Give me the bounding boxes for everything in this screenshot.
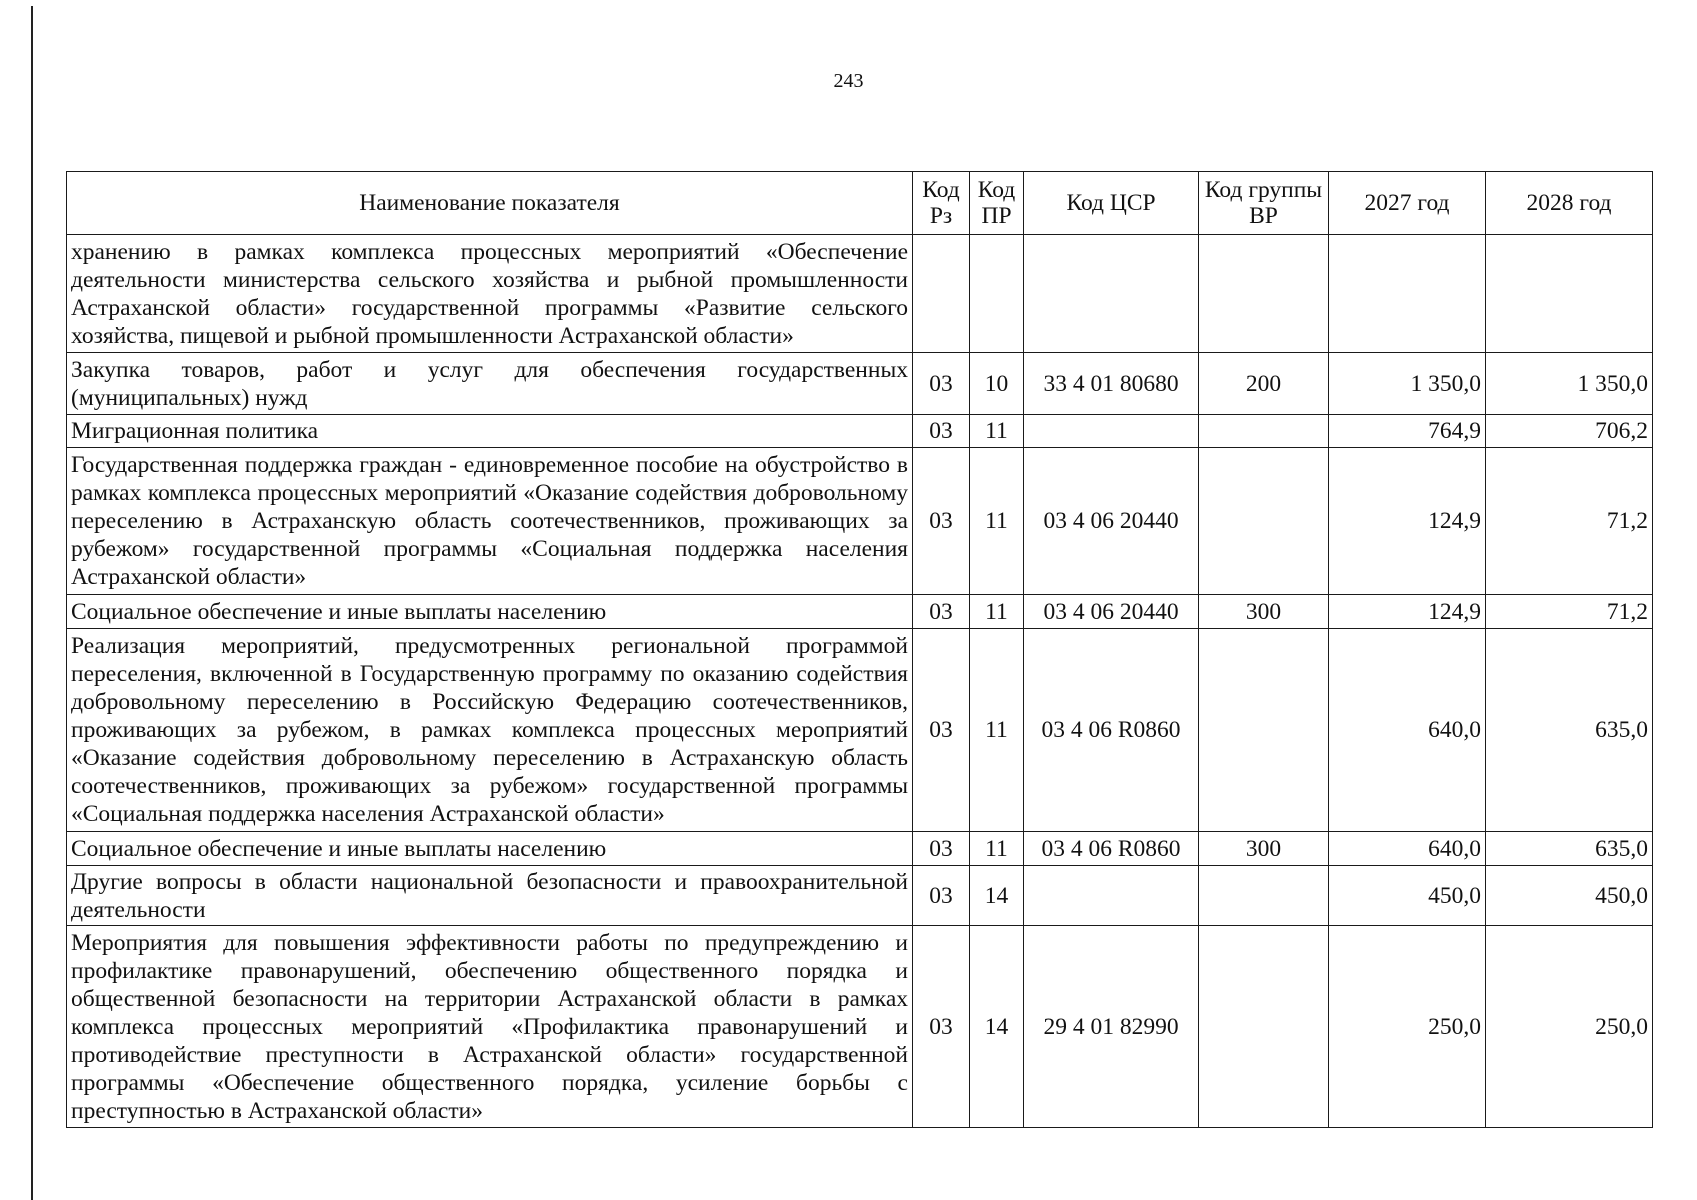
row-rz: 03 — [913, 353, 970, 415]
table-row — [67, 448, 1653, 595]
row-2027 — [1329, 235, 1486, 353]
row-pr: 10 — [970, 353, 1024, 415]
row-rz: 03 — [913, 629, 970, 832]
row-2027: 640,0 — [1329, 832, 1486, 866]
row-2027: 124,9 — [1329, 595, 1486, 629]
row-rz — [913, 235, 970, 353]
row-2028: 71,2 — [1486, 595, 1653, 629]
row-2028: 706,2 — [1486, 415, 1653, 448]
table-header-row — [67, 172, 1653, 235]
row-csr: 29 4 01 82990 — [1024, 926, 1199, 1128]
row-csr — [1024, 866, 1199, 926]
row-vr: 200 — [1199, 353, 1329, 415]
row-pr: 11 — [970, 832, 1024, 866]
row-rz: 03 — [913, 448, 970, 595]
row-vr — [1199, 926, 1329, 1128]
row-2027: 250,0 — [1329, 926, 1486, 1128]
row-name: хранению в рамках комплекса процессных мероприятий «Обеспечение деятельности министерства сельского хозяйства и рыбной промышленности Астраханской области» государственной программы «Развитие сельского хозяйства, пищевой и рыбной промышленности Астраханской области» — [67, 235, 913, 353]
row-vr — [1199, 415, 1329, 448]
row-2027: 124,9 — [1329, 448, 1486, 595]
row-2027: 764,9 — [1329, 415, 1486, 448]
row-pr: 14 — [970, 926, 1024, 1128]
row-vr — [1199, 448, 1329, 595]
header-rz: Код Рз — [913, 172, 970, 235]
row-2027: 1 350,0 — [1329, 353, 1486, 415]
row-csr: 03 4 06 20440 — [1024, 448, 1199, 595]
row-name: Мероприятия для повышения эффективности работы по предупреждению и профилактике правонарушений, обеспечению общественного порядка и общественной безопасности на территории Астраханской области в рамках комплекса процессных мероприятий «Профилактика правонарушений и противодействие преступности в Астраханской области» государственной программы «Обеспечение общественного порядка, усиление борьбы с преступностью в Астраханской области» — [67, 926, 913, 1128]
row-2028: 250,0 — [1486, 926, 1653, 1128]
row-rz: 03 — [913, 595, 970, 629]
table-row — [67, 866, 1653, 926]
row-rz: 03 — [913, 926, 970, 1128]
row-rz: 03 — [913, 415, 970, 448]
table-row — [67, 926, 1653, 1128]
budget-table — [66, 171, 1653, 1128]
row-name: Другие вопросы в области национальной безопасности и правоохранительной деятельности — [67, 866, 913, 926]
row-vr: 300 — [1199, 832, 1329, 866]
row-pr: 11 — [970, 448, 1024, 595]
row-csr: 03 4 06 20440 — [1024, 595, 1199, 629]
header-vr: Код группы ВР — [1199, 172, 1329, 235]
row-2027: 640,0 — [1329, 629, 1486, 832]
row-name: Закупка товаров, работ и услуг для обеспечения государственных (муниципальных) нужд — [67, 353, 913, 415]
row-2028: 635,0 — [1486, 832, 1653, 866]
row-pr: 11 — [970, 415, 1024, 448]
row-rz: 03 — [913, 866, 970, 926]
row-csr — [1024, 235, 1199, 353]
table-row — [67, 415, 1653, 448]
table-row — [67, 235, 1653, 353]
row-pr: 11 — [970, 629, 1024, 832]
header-2027: 2027 год — [1329, 172, 1486, 235]
row-name: Социальное обеспечение и иные выплаты населению — [67, 832, 913, 866]
row-vr — [1199, 629, 1329, 832]
row-rz: 03 — [913, 832, 970, 866]
row-pr — [970, 235, 1024, 353]
row-vr: 300 — [1199, 595, 1329, 629]
row-csr: 03 4 06 R0860 — [1024, 629, 1199, 832]
row-name: Социальное обеспечение и иные выплаты населению — [67, 595, 913, 629]
row-2028: 635,0 — [1486, 629, 1653, 832]
row-csr: 03 4 06 R0860 — [1024, 832, 1199, 866]
header-2028: 2028 год — [1486, 172, 1653, 235]
row-pr: 11 — [970, 595, 1024, 629]
row-name: Государственная поддержка граждан - единовременное пособие на обустройство в рамках комплекса процессных мероприятий «Оказание содействия добровольному переселению в Астраханскую область соотечественников, проживающих за рубежом» государственной программы «Социальная поддержка населения Астраханской области» — [67, 448, 913, 595]
row-2028: 450,0 — [1486, 866, 1653, 926]
row-vr — [1199, 866, 1329, 926]
table-row — [67, 353, 1653, 415]
row-vr — [1199, 235, 1329, 353]
header-csr: Код ЦСР — [1024, 172, 1199, 235]
row-name: Миграционная политика — [67, 415, 913, 448]
row-2027: 450,0 — [1329, 866, 1486, 926]
row-name: Реализация мероприятий, предусмотренных региональной программой переселения, включенной в Государственную программу по оказанию содействия добровольному переселению в Российскую Федерацию соотечественников, проживающих за рубежом, в рамках комплекса процессных мероприятий «Оказание содействия добровольному переселению в Астраханскую область соотечественников, проживающих за рубежом» государственной программы «Социальная поддержка населения Астраханской области» — [67, 629, 913, 832]
table-row — [67, 629, 1653, 832]
row-2028 — [1486, 235, 1653, 353]
table-row — [67, 595, 1653, 629]
row-csr — [1024, 415, 1199, 448]
row-csr: 33 4 01 80680 — [1024, 353, 1199, 415]
row-2028: 1 350,0 — [1486, 353, 1653, 415]
row-2028: 71,2 — [1486, 448, 1653, 595]
row-pr: 14 — [970, 866, 1024, 926]
table-row — [67, 832, 1653, 866]
header-pr: Код ПР — [970, 172, 1024, 235]
header-name: Наименование показателя — [67, 172, 913, 235]
page-number: 243 — [833, 70, 864, 92]
margin-rule — [31, 6, 33, 1200]
